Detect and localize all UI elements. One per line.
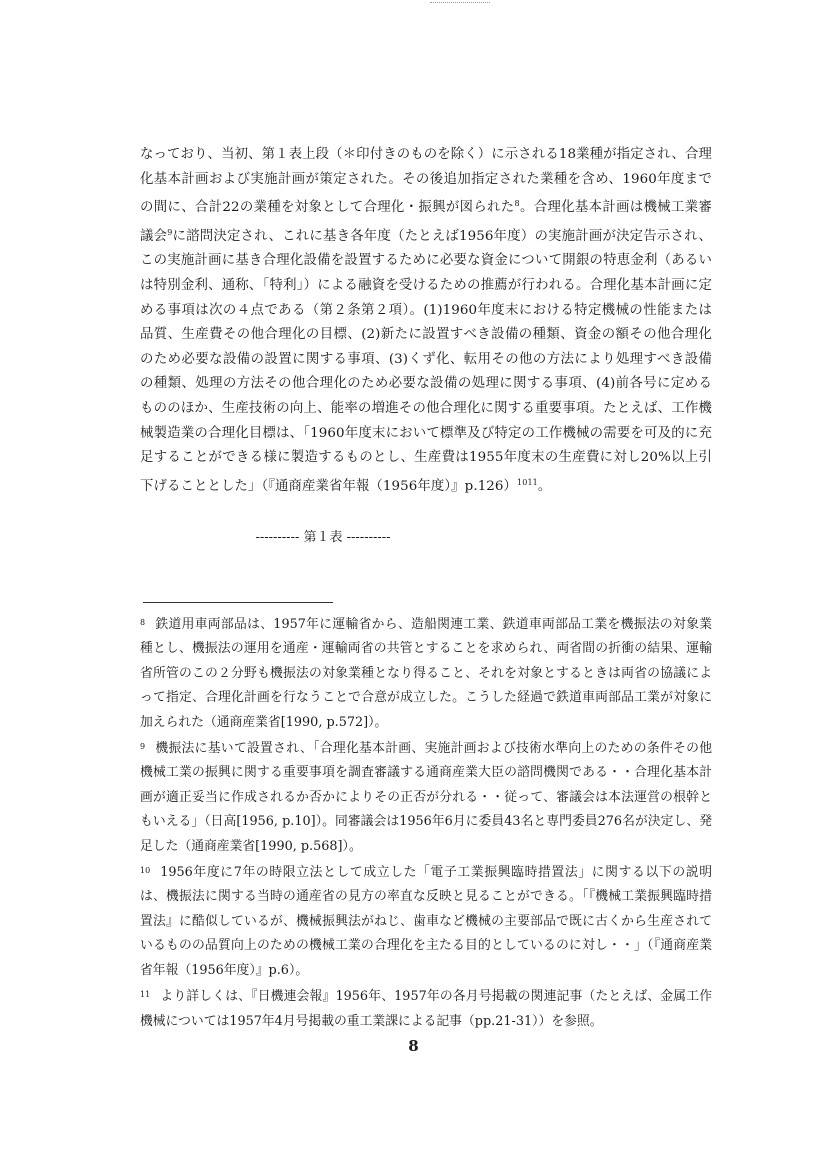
footnote-ref-9: 9: [167, 227, 173, 237]
main-paragraph-end: 。: [537, 478, 552, 494]
footnote-number: 11: [140, 990, 151, 1000]
footnote-ref-11: 11: [527, 477, 538, 487]
page-number: 8: [408, 1037, 419, 1055]
main-paragraph: [140, 143, 712, 499]
main-text-body: [140, 143, 712, 499]
footnote-ref-10: 10: [517, 477, 528, 487]
footnotes-section: [140, 611, 712, 1034]
footnote-11: [140, 983, 712, 1034]
footnote-divider: [143, 602, 333, 603]
main-paragraph-part-3: に諮問決定され、これに基き各年度（たとえば1956年度）の実施計画が決定告示され、この実施計画に基き合理化設備を設置するために必要な資金について開銀の特恵金利（あるいは特別金利、通称、「特利」）による融資を受けるための推薦が行われる。合理化基本計画に定める事項は次の４点である（第２条第２項）。(1)1960年度末における特定機械の性能または品質、生産費その他合理化の目標、(2)新たに設置すべき設備の種類、資金の額その他合理化のため必要な設備の設置に関する事項、(3)くず化、転用その他の方法により処理すべき設備の種類、処理の方法その他合理化のため必要な設備の処理に関する事項、(4)前各号に定めるもののほか、生産技術の向上、能率の増進その他合理化に関する重要事項。たとえば、工作機械製造業の合理化目標は、「1960年度末において標準及び特定の工作機械の需要を可及的に充足することができる様に製造するものとし、生産費は1955年度末の生産費に対し20%以上引下げることとした」（『通商産業省年報（1956年度）』p.126）: [140, 228, 712, 494]
footnote-9: [140, 735, 712, 859]
main-paragraph-part-2: 。合理化基本計画は機械工業審議会: [140, 200, 712, 244]
footnote-8: [140, 611, 712, 735]
footnote-text: 機振法に基いて設置され、「合理化基本計画、実施計画および技術水準向上のための条件その他機械工業の振興に関する重要事項を調査審議する通商産業大臣の諮問機関である・・合理化基本計画が適正妥当に作成されるか否かによりその正否が分れる・・従って、審議会は本法運営の根幹ともいえる」（日高[1956, p.10]）。同審議会は1956年6月に委員43名と専門委員276名が決定し、発足した（通商産業省[1990, p.568]）。: [140, 741, 712, 854]
footnote-ref-8: 8: [514, 199, 520, 209]
main-paragraph-part-1: なっており、当初、第１表上段（＊印付きのものを除く）に示される18業種が指定され、合理化基本計画および実施計画が策定された。その後追加指定された業種を含め、1960年度までの間に、合計22の業種を対象として合理化・振興が図られた: [140, 147, 712, 216]
footnote-number: 9: [140, 742, 146, 752]
scan-top-mark: [430, 2, 490, 7]
footnote-text: 鉄道用車両部品は、1957年に運輸省から、造船関連工業、鉄道車両部品工業を機振法の対象業種とし、機振法の運用を通産・運輸両省の共管とすることを求められ、両省間の折衝の結果、運輸省所管のこの２分野も機振法の対象業種となり得ること、それを対象とするときは両省の協議によって指定、合理化計画を行なうことで合意が成立した。こうした経過で鉄道車両部品工業が対象に加えられた（通商産業省[1990, p.572]）。: [140, 617, 712, 730]
footnote-number: 10: [140, 866, 151, 876]
footnote-number: 8: [140, 618, 146, 627]
table-placeholder: ---------- 第１表 ----------: [255, 530, 391, 545]
footnote-text: 1956年度に7年の時限立法として成立した「電子工業振興臨時措置法」に関する以下の説明は、機振法に関する当時の通産省の見方の率直な反映と見ることができる。「『機械工業振興臨時措置法』に酷似しているが、機械振興法がねじ、歯車など機械の主要部品で既に古くから生産されているものの品質向上のための機械工業の合理化を主たる目的としているのに対し・・」（『通商産業省年報（1956年度）』p.6）。: [140, 865, 712, 978]
footnote-text: より詳しくは、『日機連会報』1956年、1957年の各月号掲載の関連記事（たとえば、金属工作機械については1957年4月号掲載の重工業課による記事（pp.21-31））を参照。: [140, 989, 712, 1029]
footnote-10: [140, 859, 712, 983]
